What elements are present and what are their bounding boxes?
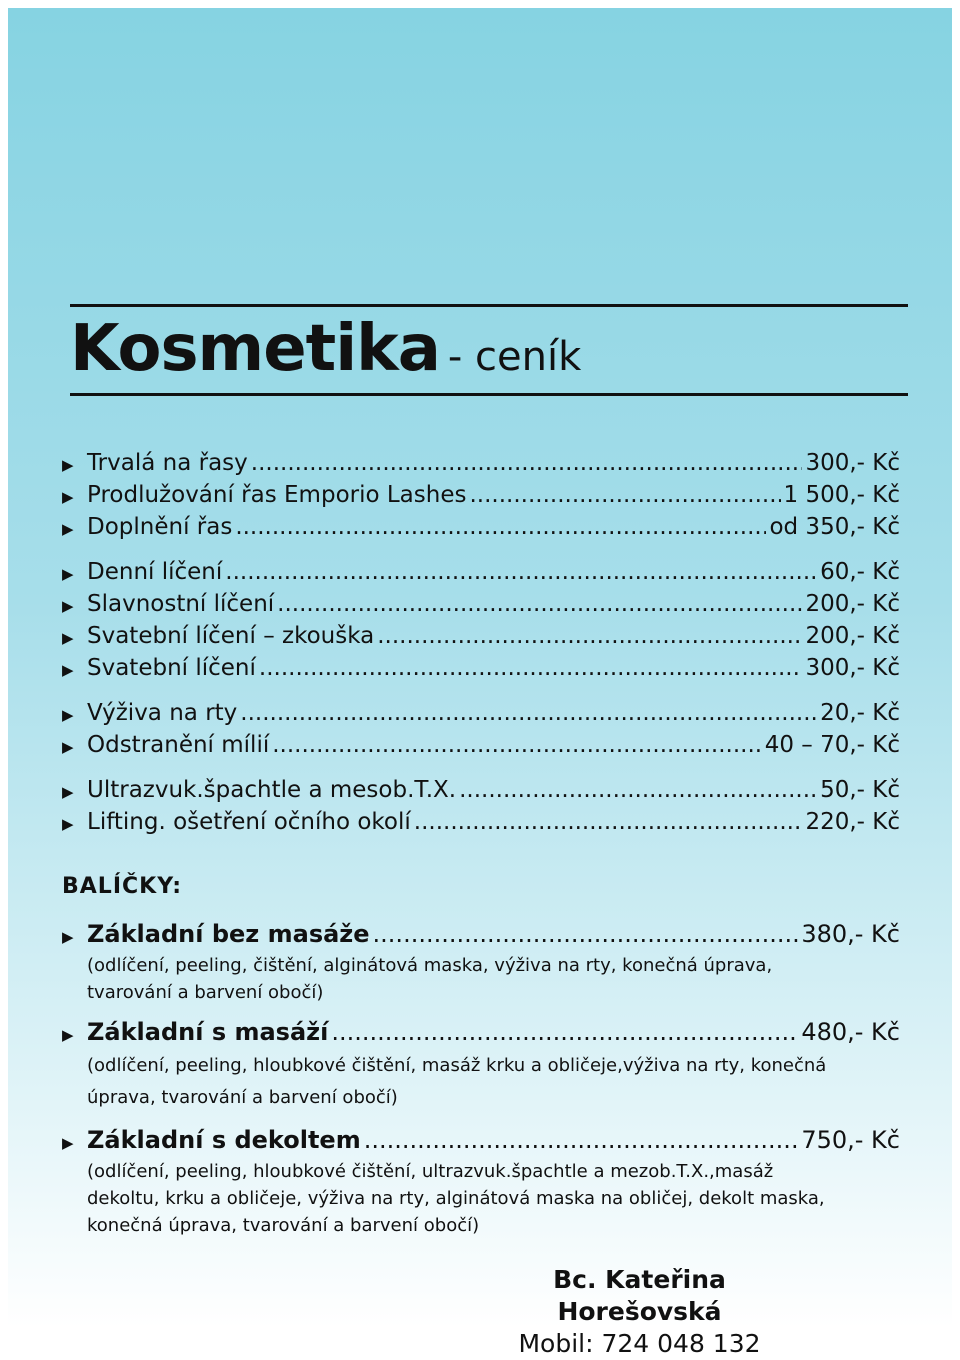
triangle-right-icon: ▶ — [62, 661, 74, 679]
dot-leader — [377, 623, 802, 649]
service-label: Slavnostní líčení — [87, 591, 275, 617]
dot-leader — [373, 920, 799, 948]
service-price: 220,- Kč — [805, 809, 900, 835]
price-row — [62, 1018, 900, 1050]
triangle-right-icon: ▶ — [62, 706, 74, 724]
dot-leader — [414, 809, 803, 835]
service-price: 200,- Kč — [805, 591, 900, 617]
dot-leader — [469, 482, 780, 508]
service-label: Základní bez masáže — [87, 920, 370, 948]
price-row — [62, 450, 900, 482]
title-bottom-rule — [70, 393, 908, 396]
service-label: Základní s dekoltem — [87, 1126, 361, 1154]
service-label: Denní líčení — [87, 559, 223, 585]
package-list — [62, 920, 900, 1251]
price-row — [62, 700, 900, 732]
title-sub: - ceník — [447, 334, 582, 380]
triangle-right-icon: ▶ — [62, 456, 74, 474]
package-description-line: úprava, tvarování a barvení obočí) — [87, 1087, 398, 1108]
triangle-right-icon: ▶ — [62, 1026, 74, 1044]
title-main: Kosmetika — [70, 312, 440, 386]
package-item — [62, 1126, 900, 1239]
price-row — [62, 514, 900, 546]
service-price: 1 500,- Kč — [783, 482, 900, 508]
price-group — [62, 559, 900, 687]
service-price: 20,- Kč — [820, 700, 900, 726]
price-group — [62, 700, 900, 764]
price-row — [62, 777, 900, 809]
price-row — [62, 623, 900, 655]
price-row — [62, 920, 900, 952]
package-item — [62, 920, 900, 1006]
service-label: Prodlužování řas Emporio Lashes — [87, 482, 467, 508]
service-label: Odstranění mílií — [87, 732, 270, 758]
contact-phone: Mobil: 724 048 132 — [518, 1329, 761, 1358]
price-row — [62, 1126, 900, 1158]
service-price: 200,- Kč — [805, 623, 900, 649]
triangle-right-icon: ▶ — [62, 597, 74, 615]
package-description-line: tvarování a barvení obočí) — [87, 982, 324, 1003]
service-price: 60,- Kč — [820, 559, 900, 585]
triangle-right-icon: ▶ — [62, 629, 74, 647]
page-title — [70, 312, 581, 386]
dot-leader — [225, 559, 817, 585]
triangle-right-icon: ▶ — [62, 1134, 74, 1152]
price-row — [62, 655, 900, 687]
service-label: Svatební líčení — [87, 655, 256, 681]
dot-leader — [364, 1126, 799, 1154]
triangle-right-icon: ▶ — [62, 488, 74, 506]
price-group — [62, 450, 900, 546]
price-group — [62, 777, 900, 841]
service-label: Základní s masáží — [87, 1018, 329, 1046]
package-description — [87, 1158, 900, 1239]
package-description-line: (odlíčení, peeling, hloubkové čištění, masáž krku a obličeje,výživa na rty, konečná — [87, 1055, 827, 1076]
service-price: 300,- Kč — [805, 450, 900, 476]
package-description-line: (odlíčení, peeling, čištění, alginátová maska, výživa na rty, konečná úprava, — [87, 955, 773, 976]
service-label: Ultrazvuk.špachtle a mesob.T.X. — [87, 777, 457, 803]
dot-leader — [277, 591, 802, 617]
package-description — [87, 1050, 900, 1114]
triangle-right-icon: ▶ — [62, 783, 74, 801]
triangle-right-icon: ▶ — [62, 520, 74, 538]
contact-block — [472, 1264, 807, 1360]
service-label: Lifting. ošetření očního okolí — [87, 809, 411, 835]
service-price: 750,- Kč — [801, 1126, 900, 1154]
package-description — [87, 952, 900, 1006]
price-row — [62, 482, 900, 514]
price-row — [62, 809, 900, 841]
price-row — [62, 591, 900, 623]
package-description-line: konečná úprava, tvarování a barvení obočí) — [87, 1215, 480, 1236]
service-price: 480,- Kč — [801, 1018, 900, 1046]
service-price-list — [62, 450, 900, 854]
service-label: Výživa na rty — [87, 700, 238, 726]
dot-leader — [251, 450, 803, 476]
service-price: 300,- Kč — [805, 655, 900, 681]
service-price: 380,- Kč — [801, 920, 900, 948]
packages-heading: BALÍČKY: — [62, 874, 183, 899]
triangle-right-icon: ▶ — [62, 565, 74, 583]
service-label: Svatební líčení – zkouška — [87, 623, 375, 649]
package-description-line: dekoltu, krku a obličeje, výživa na rty, alginátová maska na obličej, dekolt maska, — [87, 1188, 825, 1209]
service-label: Trvalá na řasy — [87, 450, 248, 476]
dot-leader — [331, 1018, 798, 1046]
triangle-right-icon: ▶ — [62, 928, 74, 946]
package-description-line: (odlíčení, peeling, hloubkové čištění, ultrazvuk.špachtle a mezob.T.X.,masáž — [87, 1161, 774, 1182]
title-top-rule — [70, 304, 908, 307]
service-label: Doplnění řas — [87, 514, 233, 540]
triangle-right-icon: ▶ — [62, 738, 74, 756]
dot-leader — [459, 777, 817, 803]
service-price: 40 – 70,- Kč — [764, 732, 900, 758]
price-row — [62, 732, 900, 764]
dot-leader — [259, 655, 803, 681]
service-price: 50,- Kč — [820, 777, 900, 803]
dot-leader — [272, 732, 761, 758]
triangle-right-icon: ▶ — [62, 815, 74, 833]
dot-leader — [235, 514, 766, 540]
price-row — [62, 559, 900, 591]
service-price: od 350,- Kč — [769, 514, 900, 540]
contact-name: Bc. Kateřina Horešovská — [553, 1265, 726, 1326]
package-item — [62, 1018, 900, 1114]
dot-leader — [240, 700, 817, 726]
